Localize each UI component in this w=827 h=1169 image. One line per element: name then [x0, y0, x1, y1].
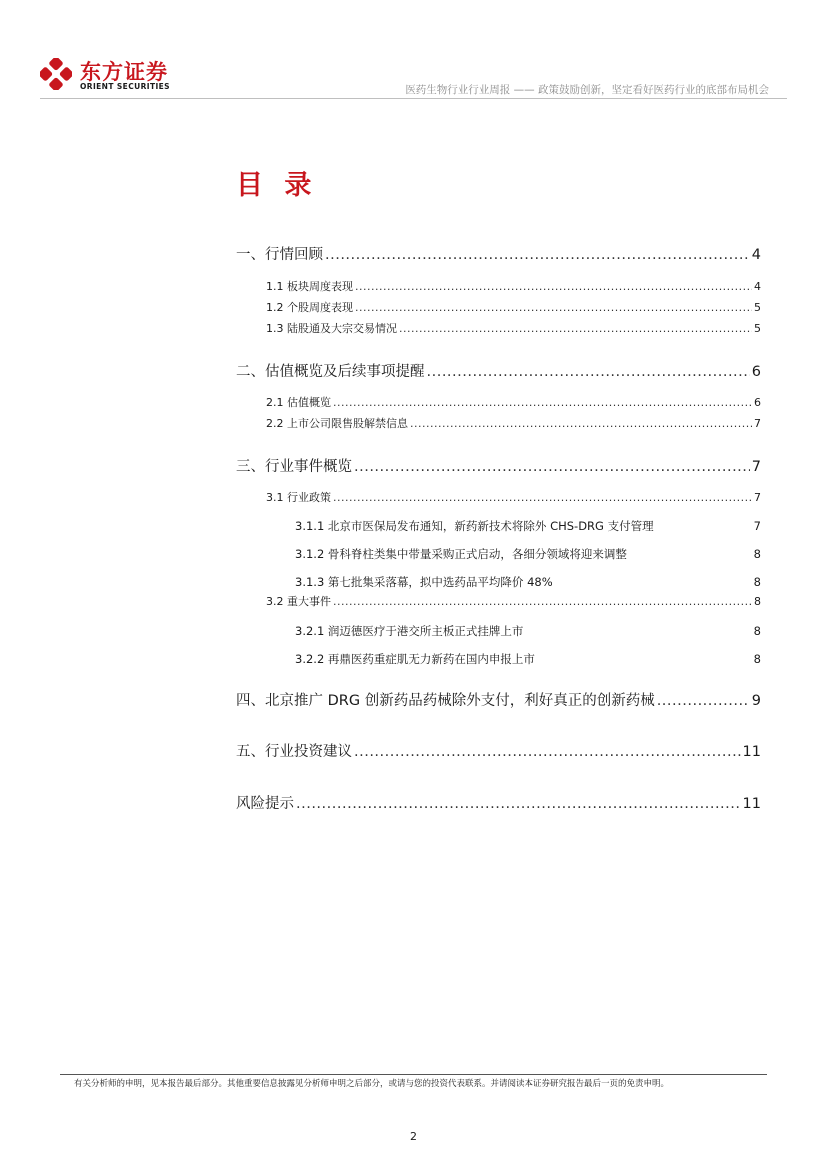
- footer-disclaimer: 有关分析师的申明，见本报告最后部分。其他重要信息披露见分析师申明之后部分，或请与您的投资代表联系。并请阅读本证券研究报告最后一页的免责申明。: [74, 1079, 670, 1089]
- toc-entry-label: 3.1.1 北京市医保局发布通知，新药新技术将除外 CHS-DRG 支付管理: [295, 519, 654, 533]
- leader-dots: [657, 693, 750, 709]
- toc-entry-label: 3.1.3 第七批集采落幕，拟中选药品平均降价 48%: [295, 575, 553, 589]
- toc-entry[interactable]: [236, 243, 761, 264]
- toc-entry[interactable]: [266, 415, 761, 431]
- leader-dots: [354, 744, 741, 760]
- toc-entry-label: 四、北京推广 DRG 创新药品药械除外支付，利好真正的创新药械: [236, 693, 655, 709]
- toc-entry-page: 6: [751, 364, 761, 380]
- toc-entry[interactable]: [236, 360, 761, 381]
- toc-entry[interactable]: [236, 792, 761, 813]
- leader-dots: [333, 595, 752, 608]
- logo-chinese-name: 东方证券: [80, 60, 168, 84]
- toc-entry[interactable]: [295, 546, 761, 562]
- page-number: 2: [410, 1130, 417, 1143]
- toc-entry-label: 3.2.1 润迈德医疗于港交所主板正式挂牌上市: [295, 624, 524, 638]
- leader-dots: [399, 322, 752, 335]
- toc-entry-page: 5: [754, 301, 761, 314]
- toc-entry[interactable]: [266, 299, 761, 315]
- toc-entry-page: 11: [742, 796, 761, 812]
- toc-entry[interactable]: [266, 394, 761, 410]
- leader-dots: [354, 459, 750, 475]
- toc-entry-label: 3.2.2 再鼎医药重症肌无力新药在国内申报上市: [295, 652, 535, 666]
- leader-dots: [333, 396, 752, 409]
- toc-heading: 目 录: [236, 170, 318, 201]
- toc-entry-page: 8: [753, 652, 761, 666]
- toc-entry-label: 二、估值概览及后续事项提醒: [236, 364, 425, 380]
- footer-divider: [60, 1074, 767, 1075]
- toc-entry[interactable]: [266, 489, 761, 505]
- report-title: 医药生物行业行业周报 —— 政策鼓励创新，坚定看好医药行业的底部布局机会: [405, 84, 769, 96]
- leader-dots: [325, 247, 750, 263]
- toc-entry-label: 一、行情回顾: [236, 247, 323, 263]
- toc-entry-label: 1.2 个股周度表现: [266, 301, 353, 314]
- toc-entry-page: 7: [754, 417, 761, 430]
- header-divider: [40, 98, 787, 99]
- toc-entry-page: 11: [742, 744, 761, 760]
- toc-entry-label: 风险提示: [236, 796, 294, 812]
- leader-dots: [355, 280, 752, 293]
- toc-entry-page: 7: [754, 491, 761, 504]
- toc-entry-label: 3.2 重大事件: [266, 595, 331, 608]
- toc-entry-page: 8: [753, 624, 761, 638]
- toc-entry[interactable]: [295, 574, 761, 590]
- toc-entry-label: 1.3 陆股通及大宗交易情况: [266, 322, 397, 335]
- toc-entry-page: 8: [754, 595, 761, 608]
- toc-entry[interactable]: [266, 278, 761, 294]
- toc-entry-label: 3.1 行业政策: [266, 491, 331, 504]
- toc-entry-label: 三、行业事件概览: [236, 459, 352, 475]
- leader-dots: [427, 364, 750, 380]
- toc-entry-page: 7: [753, 519, 761, 533]
- toc-entry-label: 2.2 上市公司限售股解禁信息: [266, 417, 408, 430]
- toc-entry-page: 8: [753, 575, 761, 589]
- toc-entry[interactable]: [236, 689, 761, 710]
- toc-entry-page: 5: [754, 322, 761, 335]
- toc-entry[interactable]: [295, 518, 761, 534]
- toc-entry-page: 4: [751, 247, 761, 263]
- leader-dots: [410, 417, 752, 430]
- toc-entry-page: 7: [751, 459, 761, 475]
- toc-entry[interactable]: [295, 623, 761, 639]
- toc-entry[interactable]: [295, 651, 761, 667]
- toc-entry[interactable]: [266, 593, 761, 609]
- toc-entry-page: 8: [753, 547, 761, 561]
- leader-dots: [355, 301, 752, 314]
- toc-entry-label: 五、行业投资建议: [236, 744, 352, 760]
- toc-entry-page: 6: [754, 396, 761, 409]
- toc-entry[interactable]: [266, 320, 761, 336]
- toc-entry-label: 3.1.2 骨科脊柱类集中带量采购正式启动，各细分领域将迎来调整: [295, 547, 627, 561]
- leader-dots: [333, 491, 752, 504]
- toc-entry-page: 9: [751, 693, 761, 709]
- leader-dots: [296, 796, 741, 812]
- toc-entry[interactable]: [236, 740, 761, 761]
- toc-entry[interactable]: [236, 455, 761, 476]
- toc-entry-label: 1.1 板块周度表现: [266, 280, 353, 293]
- logo-english-name: ORIENT SECURITIES: [80, 82, 170, 91]
- company-logo: [40, 56, 180, 96]
- orient-logo-icon: [40, 58, 72, 90]
- toc-entry-page: 4: [754, 280, 761, 293]
- toc-entry-label: 2.1 估值概览: [266, 396, 331, 409]
